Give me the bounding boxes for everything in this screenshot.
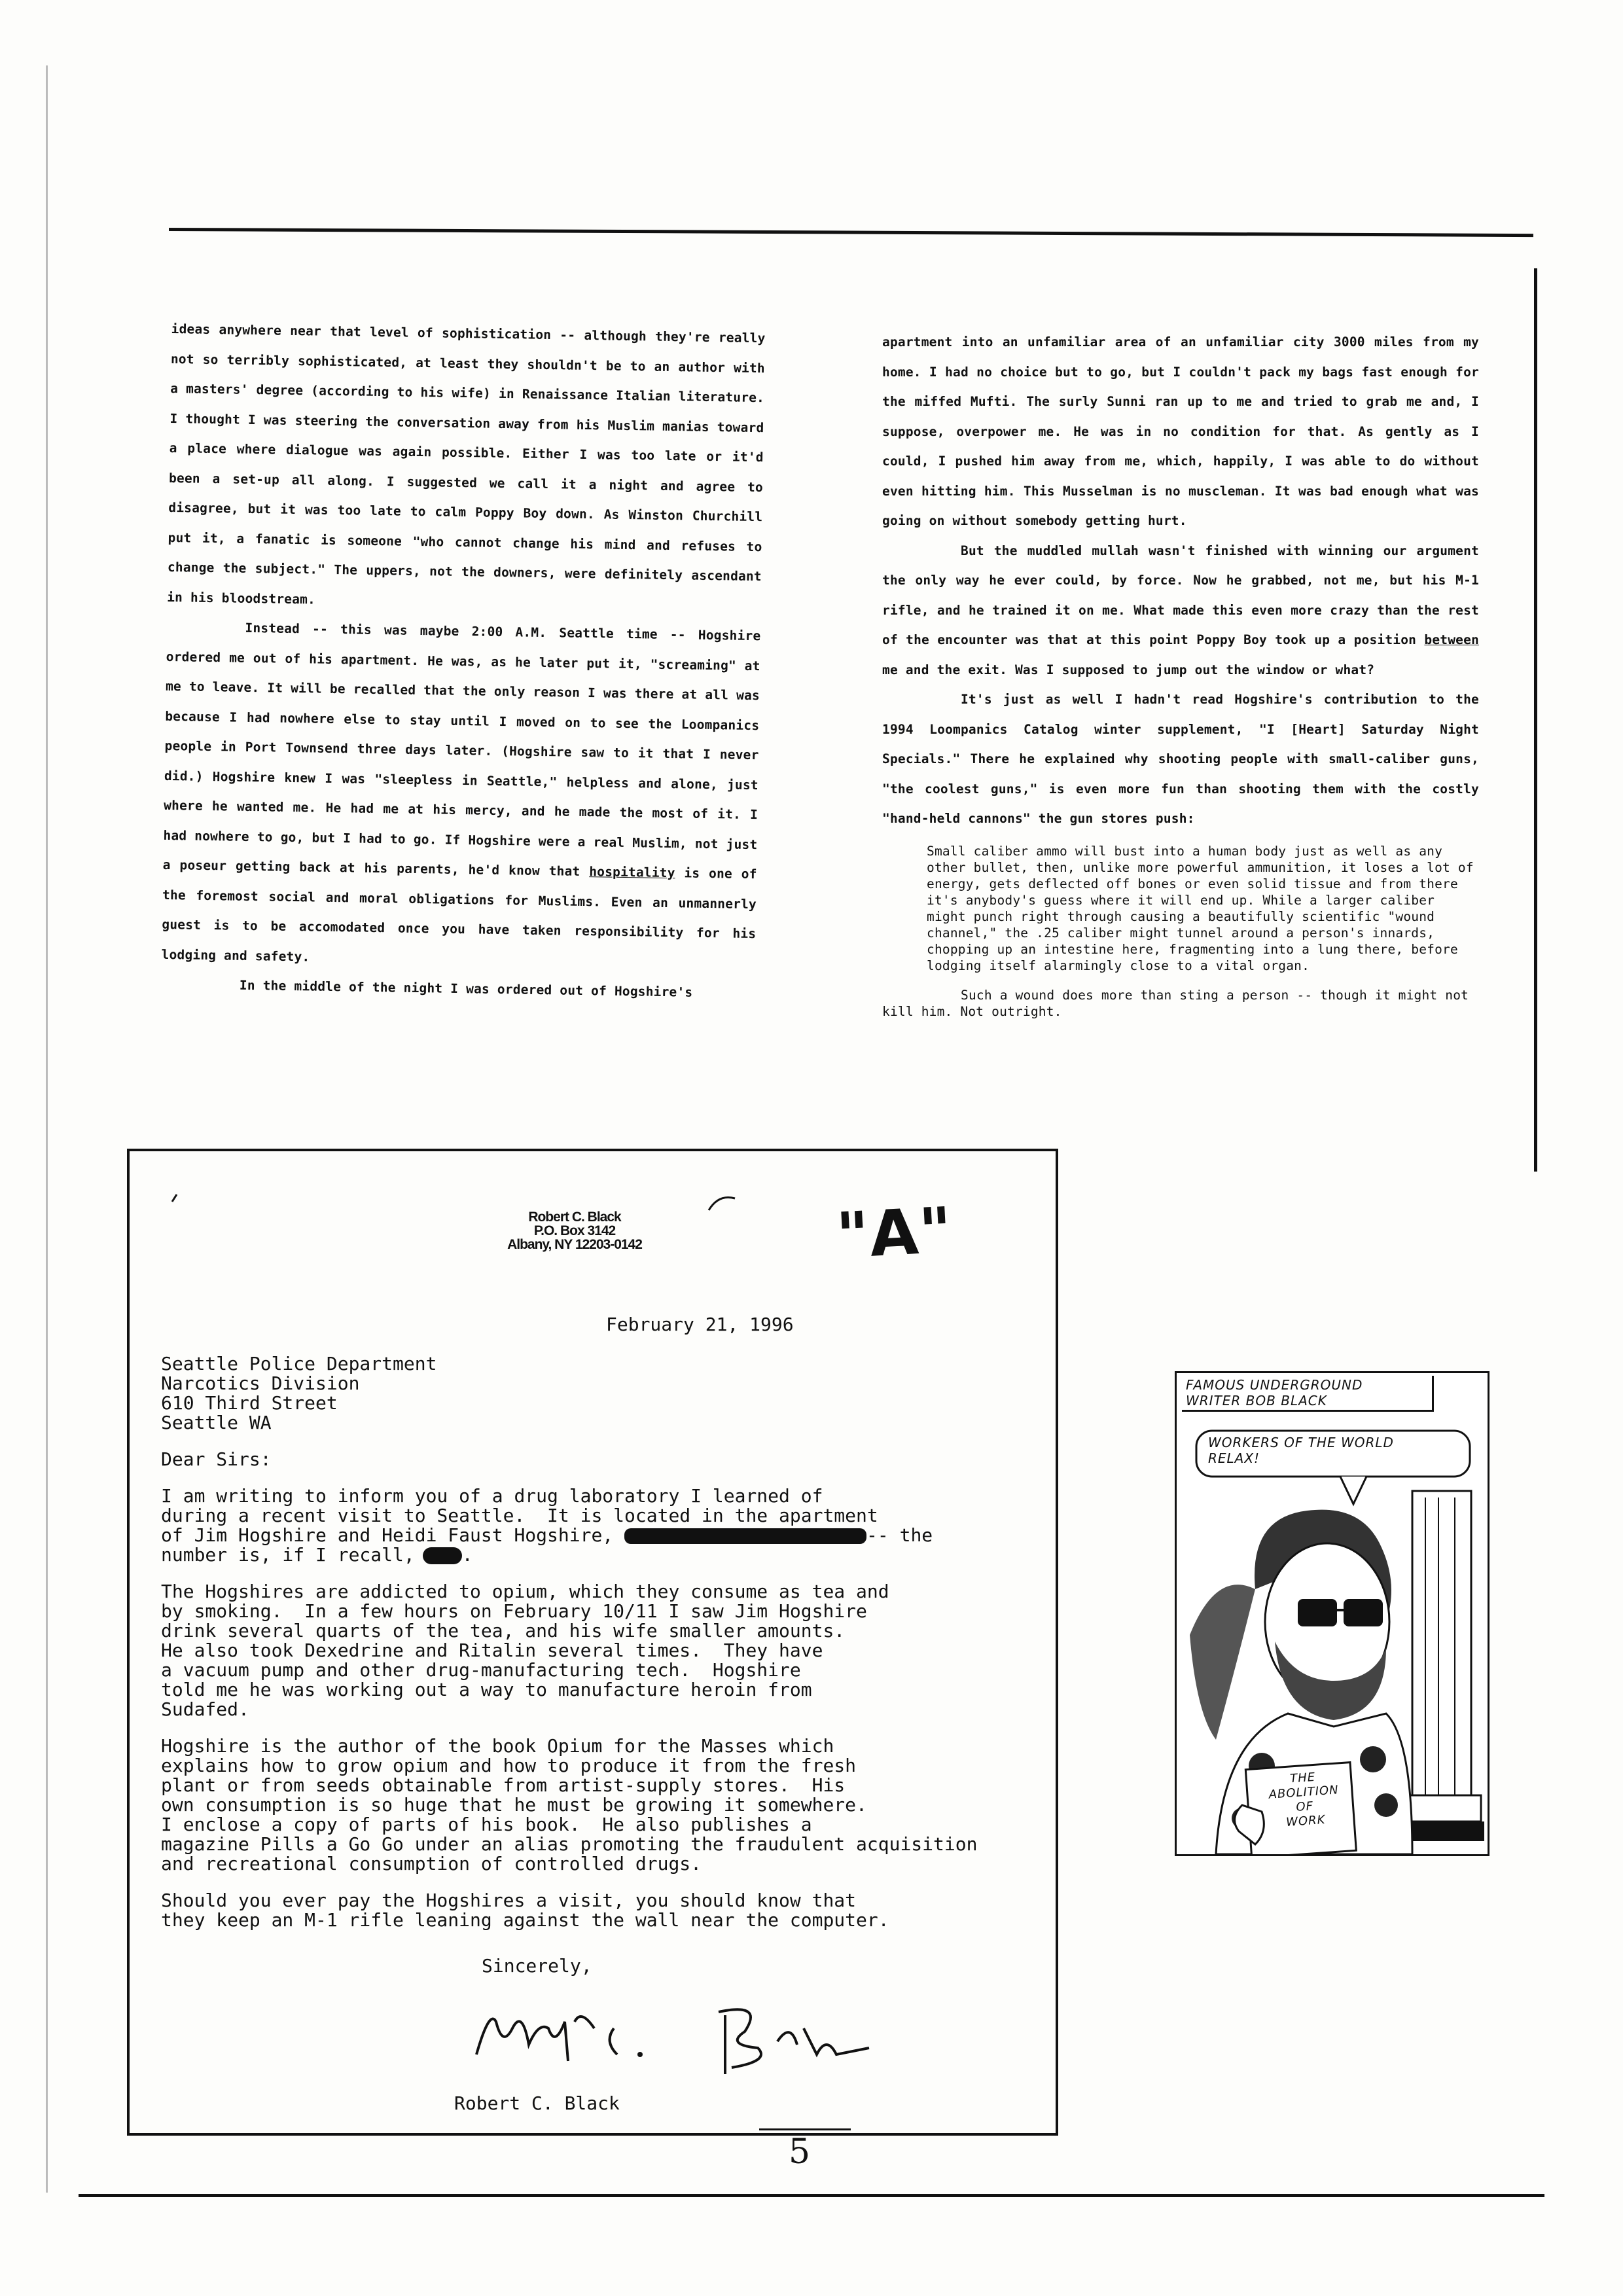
letter-exhibit bbox=[127, 1149, 1058, 2136]
letter-line: He also took Dexedrine and Ritalin several times. They have bbox=[161, 1640, 823, 1661]
address-line: Seattle Police Department bbox=[161, 1353, 437, 1374]
left-binding-edge bbox=[46, 65, 48, 2193]
letter-line: Sudafed. bbox=[161, 1698, 249, 1720]
paragraph: But the muddled mullah wasn't finished with winning our argument the only way he ever could, by force. Now he grabbed, not me, but his M-1 rifle, and he trained it on me. What made this even more crazy than the rest of the encounter was that at this point Poppy Boy took up a position between me and the exit. Was I supposed to jump out the window or what? bbox=[882, 543, 1479, 677]
page-number-underline bbox=[759, 2128, 851, 2130]
letter-line: Hogshire is the author of the book Opium for the Masses which bbox=[161, 1735, 834, 1757]
page-number: 5 bbox=[789, 2132, 812, 2172]
letter-line: they keep an M-1 rifle leaning against the wall near the computer. bbox=[161, 1909, 889, 1931]
pen-mark bbox=[169, 1192, 182, 1205]
paragraph: ideas anywhere near that level of sophistication -- although they're really not so terribly sophisticated, at least they shouldn't be to an author with a masters' degree (according to his wife) in Renaissance Italian literature. I thought I was steering the conversation away from his Muslim manias toward a place where dialogue was again possible. Either I was too late or it'd been a set-up all along. I suggested we call it a night and agree to disagree, but it was too late to calm Poppy Boy down. As Winston Churchill put it, a fanatic is someone "who cannot change his mind and refuses to change the subject." The uppers, not the downers, were definitely ascendant in his bloodstream. bbox=[167, 321, 766, 607]
letter-line: magazine Pills a Go Go under an alias promoting the fraudulent acquisition bbox=[161, 1833, 978, 1855]
paragraph: It's just as well I hadn't read Hogshire's contribution to the 1994 Loompanics Catalog winter supplement, "I [Heart] Saturday Night Specials." There he explained why shooting people with small-caliber guns, "the coolest guns," is even more fun than shooting them with the costly "hand-held cannons" the gun stores push: bbox=[882, 692, 1479, 826]
letter-date: February 21, 1996 bbox=[606, 1314, 794, 1335]
speech-balloon-text: WORKERS OF THE WORLD RELAX! bbox=[1208, 1435, 1394, 1466]
article-column-left bbox=[161, 314, 766, 1009]
letter-line: of Jim Hogshire and Heidi Faust Hogshire, -- the bbox=[161, 1524, 933, 1546]
letterhead-box: P.O. Box 3142 bbox=[533, 1223, 616, 1238]
letter-line: own consumption is so huge that he must be growing it somewhere. bbox=[161, 1794, 867, 1816]
signature-scribble bbox=[450, 1982, 908, 2087]
letter-line: told me he was working out a way to manufacture heroin from bbox=[161, 1679, 812, 1700]
letter-body bbox=[161, 1315, 1051, 1976]
letter-line: drink several quarts of the tea, and his wife smaller amounts. bbox=[161, 1620, 846, 1641]
article-column-right bbox=[882, 327, 1479, 1020]
book-cover-text: THE ABOLITION OF WORK bbox=[1268, 1770, 1340, 1829]
pen-mark bbox=[705, 1191, 745, 1217]
letter-line: and recreational consumption of controlled drugs. bbox=[161, 1853, 702, 1874]
bottom-rule bbox=[79, 2194, 1544, 2197]
top-rule bbox=[169, 228, 1533, 237]
paragraph: Such a wound does more than sting a person -- though it might not kill him. Not outright. bbox=[882, 987, 1469, 1019]
paragraph: apartment into an unfamiliar area of an unfamiliar city 3000 miles from my home. I had no choice but to go, but I couldn't pack my bags fast enough for the miffed Mufti. The surly Sunni ran up to me and tried to grab me and, I suppose, overpower me. He was in no condition for that. As gently as I could, I pushed him away from me, which, happily, I was able to do without even hitting him. This Musselman is no muscleman. It was bad enough what was going on without somebody getting hurt. bbox=[882, 334, 1479, 528]
signature-name: Robert C. Black bbox=[454, 2092, 620, 2114]
letterhead-city: Albany, NY 12203-0142 bbox=[507, 1237, 642, 1252]
cartoon-panel bbox=[1175, 1371, 1489, 1856]
closing: Sincerely, bbox=[482, 1955, 592, 1977]
letter-line: plant or from seeds obtainable from artist-supply stores. His bbox=[161, 1774, 846, 1796]
paragraph: In the middle of the night I was ordered out of Hogshire's bbox=[239, 977, 693, 1000]
address-line: Narcotics Division bbox=[161, 1372, 360, 1394]
letter-line: by smoking. In a few hours on February 10/11 I saw Jim Hogshire bbox=[161, 1600, 867, 1622]
block-quote: Small caliber ammo will bust into a human body just as well as any other bullet, then, unlike more powerful ammunition, it loses a lot of energy, gets deflected off bones or even solid tissue and from there it's anybody's guess where it will end up. While a larger caliber might punch right through causing a beautifully scientific "wound channel," the .25 caliber might tunnel around a person's innards, chopping up an intestine here, fragmenting into a lung there, before lodging itself alarmingly close to a vital organ. bbox=[927, 843, 1474, 973]
letterhead bbox=[496, 1210, 653, 1251]
letterhead-name: Robert C. Black bbox=[528, 1210, 621, 1225]
letter-line: a vacuum pump and other drug-manufacturing tech. Hogshire bbox=[161, 1659, 801, 1681]
right-vertical-rule bbox=[1534, 268, 1537, 1172]
exhibit-mark: "A" bbox=[834, 1193, 955, 1273]
letter-line: during a recent visit to Seattle. It is located in the apartment bbox=[161, 1505, 878, 1526]
address-line: 610 Third Street bbox=[161, 1392, 338, 1414]
letter-line: Should you ever pay the Hogshires a visit, you should know that bbox=[161, 1890, 857, 1911]
letter-line: I enclose a copy of parts of his book. He also publishes a bbox=[161, 1814, 812, 1835]
letter-line: number is, if I recall, . bbox=[161, 1544, 473, 1566]
letter-line: I am writing to inform you of a drug laboratory I learned of bbox=[161, 1485, 823, 1507]
redaction-mark bbox=[423, 1547, 462, 1564]
salutation: Dear Sirs: bbox=[161, 1448, 272, 1470]
cartoon-caption: FAMOUS UNDERGROUND WRITER BOB BLACK bbox=[1182, 1376, 1434, 1412]
letter-line: The Hogshires are addicted to opium, which they consume as tea and bbox=[161, 1581, 889, 1602]
redaction-mark bbox=[624, 1528, 866, 1544]
paragraph: Instead -- this was maybe 2:00 A.M. Seattle time -- Hogshire ordered me out of his apartment. He was, as he later put it, "screaming" at me to leave. It will be recalled that the only reason I was there at all was because I had nowhere else to stay until I moved on to see the Loompanics people in Port Townsend three days later. (Hogshire saw to it that I never did.) Hogshire knew I was "sleepless in Seattle," helpless and alone, just where he wanted me. He had me at his mercy, and he made the most of it. I had nowhere to go, but I had to go. If Hogshire were a real Muslim, not just a poseur getting back at his parents, he'd know that hospitality is one of the foremost social and moral obligations for Muslims. Even an unmannerly guest is to be accomodated once you have taken responsibility for his lodging and safety. bbox=[161, 620, 761, 964]
letter-line: explains how to grow opium and how to produce it from the fresh bbox=[161, 1755, 857, 1776]
address-line: Seattle WA bbox=[161, 1412, 272, 1433]
